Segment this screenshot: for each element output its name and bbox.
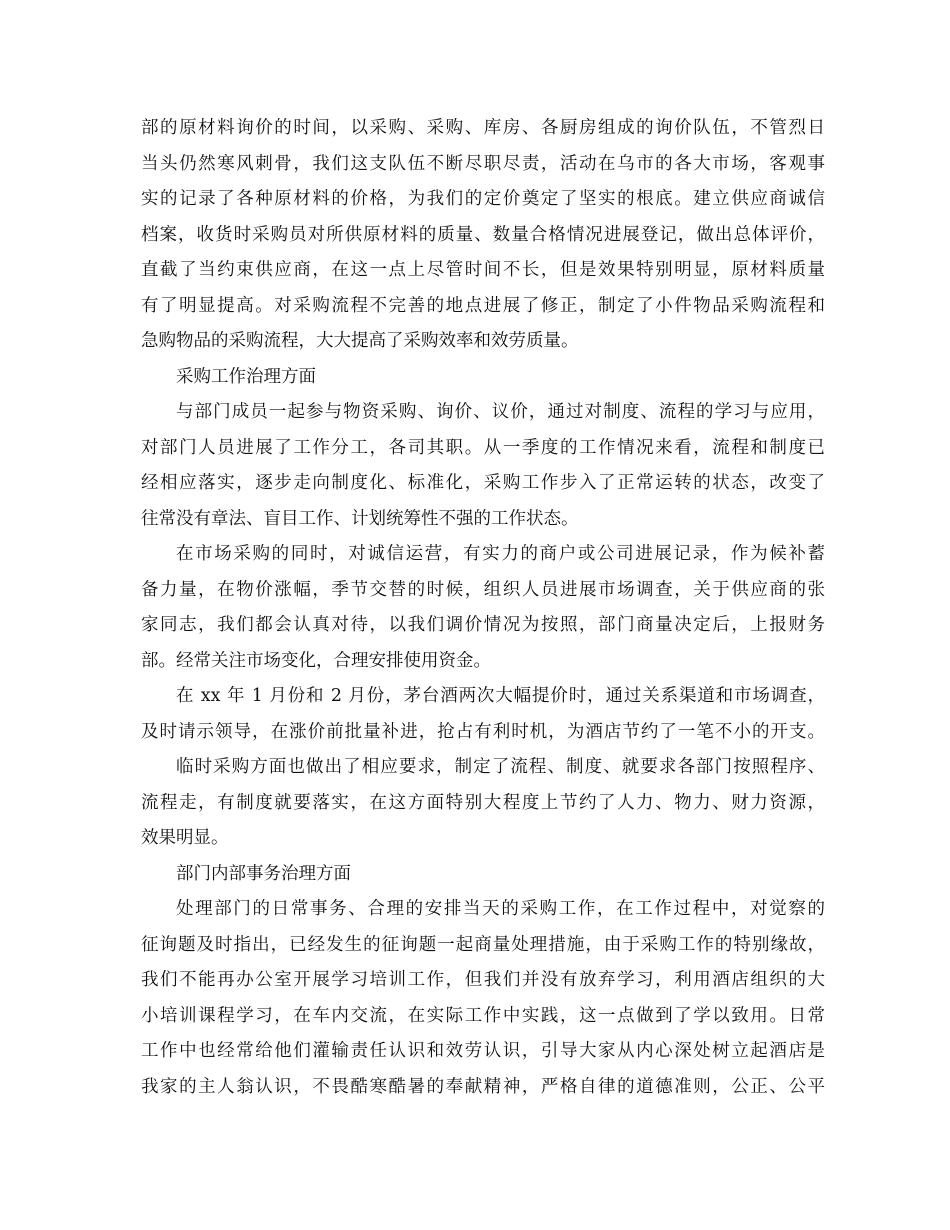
- document-body: [141, 111, 825, 1105]
- text-line: 及时请示领导，在涨价前批量补进，抢占有利时机，为酒店节约了一笔不小的开支。: [141, 721, 825, 742]
- text-line: 效果明显。: [141, 828, 229, 848]
- text-line: 档案，收货时采购员对所供原材料的质量、数量合格情况进展登记，做出总体评价，: [141, 224, 825, 245]
- text-line: 我家的主人翁认识，不畏酷寒酷暑的奉献精神，严格自律的道德准则，公正、公平: [141, 1076, 825, 1097]
- text-line: 部。经常关注市场变化，合理安排使用资金。: [141, 650, 491, 671]
- text-line: 实的记录了各种原材料的价格，为我们的定价奠定了坚实的根底。建立供应商诚信: [141, 189, 825, 209]
- text-line: 在市场采购的同时，对诚信运营，有实力的商户或公司进展记录，作为候补蓄: [176, 544, 825, 564]
- text-line: 直截了当约束供应商，在这一点上尽管时间不长，但是效果特别明显，原材料质量: [141, 260, 825, 280]
- text-line: 当头仍然寒风刺骨，我们这支队伍不断尽职尽责，活动在乌市的各大市场，客观事: [141, 153, 825, 174]
- text-line: 在 xx 年 1 月份和 2 月份，茅台酒两次大幅提价时，通过关系渠道和市场调查，: [176, 686, 825, 706]
- text-line: 流程走，有制度就要落实，在这方面特别大程度上节约了人力、物力、财力资源，: [141, 792, 825, 813]
- text-line: 对部门人员进展了工作分工，各司其职。从一季度的工作情况来看，流程和制度已: [141, 437, 825, 458]
- text-line: 部的原材料询价的时间，以采购、采购、库房、各厨房组成的询价队伍，不管烈日: [141, 118, 825, 138]
- text-line: 征询题及时指出，已经发生的征询题一起商量处理措施，由于采购工作的特别缘故，: [141, 934, 825, 955]
- text-line: 有了明显提高。对采购流程不完善的地点进展了修正，制定了小件物品采购流程和: [141, 295, 825, 316]
- text-line: 备力量，在物价涨幅，季节交替的时候，组织人员进展市场调查，关于供应商的张: [141, 579, 825, 600]
- text-line: 我们不能再办公室开展学习培训工作，但我们并没有放弃学习，利用酒店组织的大: [141, 970, 825, 990]
- text-line: 与部门成员一起参与物资采购、询价、议价，通过对制度、流程的学习与应用，: [176, 402, 825, 422]
- section-heading: 采购工作治理方面: [176, 366, 316, 387]
- section-heading: 部门内部事务治理方面: [176, 863, 351, 884]
- text-line: 工作中也经常给他们灌输责任认识和效劳认识，引导大家从内心深处树立起酒店是: [141, 1041, 825, 1061]
- text-line: 急购物品的采购流程，大大提高了采购效率和效劳质量。: [141, 331, 579, 351]
- text-line: 处理部门的日常事务、合理的安排当天的采购工作，在工作过程中，对觉察的: [176, 899, 825, 919]
- text-line: 小培训课程学习，在车内交流，在实际工作中实践，这一点做到了学以致用。日常: [141, 1005, 825, 1026]
- text-line: 往常没有章法、盲目工作、计划统筹性不强的工作状态。: [141, 508, 579, 529]
- text-line: 家同志，我们都会认真对待，以我们调价情况为按照，部门商量决定后，上报财务: [141, 615, 825, 635]
- text-line: 临时采购方面也做出了相应要求，制定了流程、制度、就要求各部门按照程序、: [176, 757, 825, 777]
- text-line: 经相应落实，逐步走向制度化、标准化，采购工作步入了正常运转的状态，改变了: [141, 473, 825, 493]
